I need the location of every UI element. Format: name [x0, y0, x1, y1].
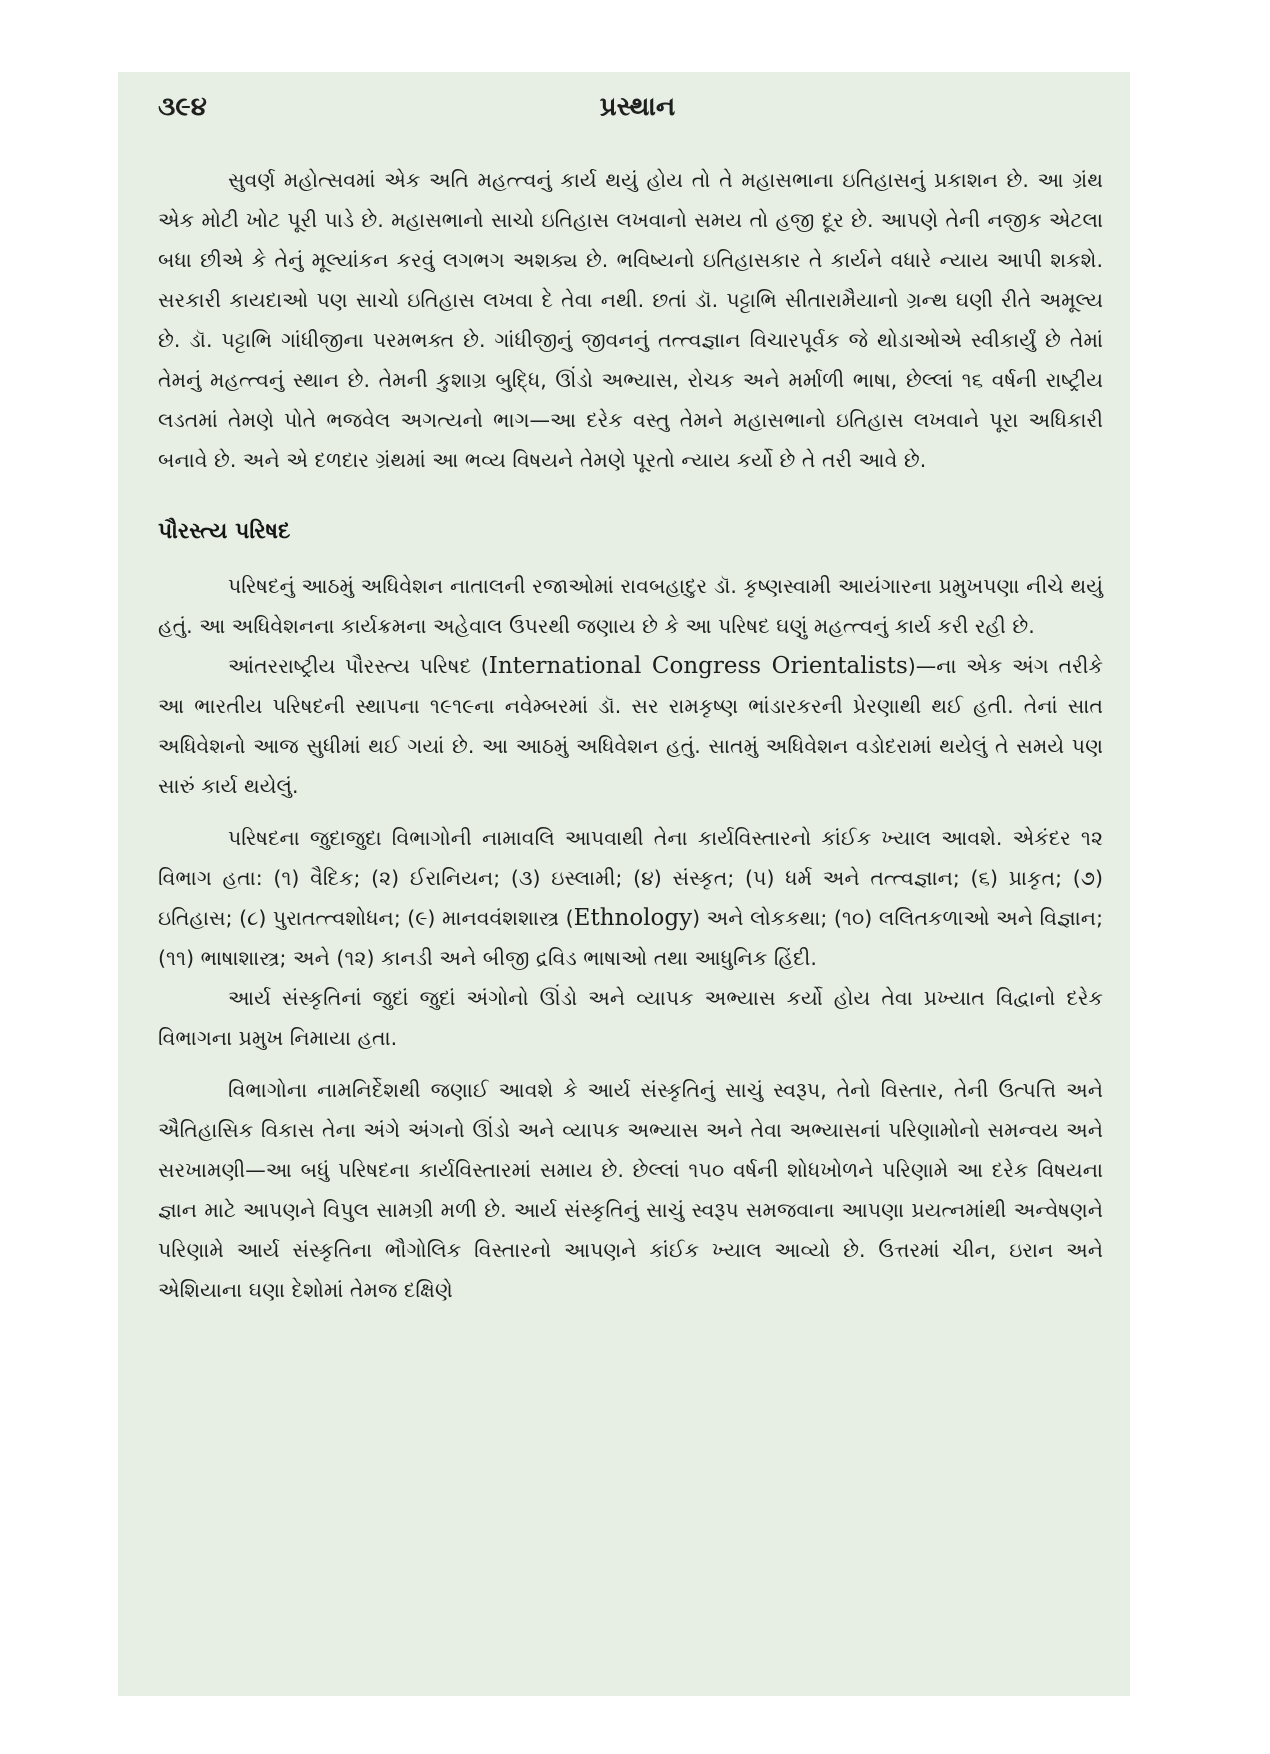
- body-text: [158, 160, 1103, 1310]
- spacer: [158, 1058, 1103, 1070]
- paragraph-text: )—ના એક અંગ તરીકે આ ભારતીય પરિષદની સ્થાપના ૧૯૧૯ના નવેમ્બરમાં ડૉ. સર રામકૃષ્ણ ભાંડારકરની પ્રેરણાથી થઈ હતી. તેનાં સાત અધિવેશનો આજ સુધીમાં થઈ ગયાં છે. આ આઠમું અધિવેશન હતું. સાતમું અધિવેશન વડોદરામાં થયેલું તે સમયે પણ સારું કાર્ય થયેલું.: [158, 654, 1103, 798]
- paragraph-presidents: આર્ય સંસ્કૃતિનાં જુદાં જુદાં અંગોનો ઊંડો અને વ્યાપક અભ્યાસ કર્યો હોય તેવા પ્રખ્યાત વિદ્વાનો દરેક વિભાગના પ્રમુખ નિમાયા હતા.: [158, 986, 1103, 1050]
- paragraph-text: પરિષદના જુદાજુદા વિભાગોની નામાવલિ આપવાથી તેના કાર્યવિસ્તારનો કાંઈક ખ્યાલ આવશે. એકંદર ૧૨ વિભાગ હતા: (૧) વૈદિક; (૨) ઈરાનિયન; (૩) ઇસ્લામી; (૪) સંસ્કૃત; (૫) ધર્મ અને તત્ત્વજ્ઞાન; (૬) પ્રાકૃત; (૭) ઇતિહાસ; (૮) પુરાતત્ત્વશોધન; (૯) માનવવંશશાસ્ત્ર (: [158, 826, 1103, 930]
- paragraph-text: આંતરરાષ્ટ્રીય પૌરસ્ત્ય પરિષદ (: [228, 654, 489, 678]
- section-heading: પૌરસ્ત્ય પરિષદ: [158, 519, 291, 544]
- spacer: [158, 554, 1103, 566]
- paragraph-international-congress: [158, 646, 1103, 806]
- english-phrase: International Congress Orientalists: [488, 653, 908, 679]
- paragraph-aryan-culture: વિભાગોના નામનિર્દેશથી જણાઈ આવશે કે આર્ય સંસ્કૃતિનું સાચું સ્વરૂપ, તેનો વિસ્તાર, તેની ઉત્પત્તિ અને ઐતિહાસિક વિકાસ તેના અંગે અંગનો ઊંડો અને વ્યાપક અભ્યાસ અને તેવા અભ્યાસનાં પરિણામોનો સમન્વય અને સરખામણી—આ બધું પરિષદના કાર્યવિસ્તારમાં સમાય છે. છેલ્લાં ૧૫૦ વર્ષની શોધખોળને પરિણામે આ દરેક વિષયના જ્ઞાન માટે આપણને વિપુલ સામગ્રી મળી છે. આર્ય સંસ્કૃતિનું સાચું સ્વરૂપ સમજવાના આપણા પ્રયત્નમાંથી અન્વેષણને પરિણામે આર્ય સંસ્કૃતિના ભૌગોલિક વિસ્તારનો આપણને કાંઈક ખ્યાલ આવ્યો છે. ઉત્તરમાં ચીન, ઇરાન અને એશિયાના ઘણા દેશોમાં તેમજ દક્ષિણે: [158, 1078, 1103, 1302]
- running-title: પ્રસ્થાન: [599, 92, 676, 122]
- scan-margin-right: [1130, 0, 1270, 1754]
- spacer: [158, 806, 1103, 818]
- paragraph-golden-jubilee: સુવર્ણ મહોત્સવમાં એક અતિ મહત્ત્વનું કાર્ય થયું હોય તો તે મહાસભાના ઇતિહાસનું પ્રકાશન છે. આ ગ્રંથ એક મોટી ખોટ પૂરી પાડે છે. મહાસભાનો સાચો ઇતિહાસ લખવાનો સમય તો હજી દૂર છે. આપણે તેની નજીક એટલા બધા છીએ કે તેનું મૂલ્યાંકન કરવું લગભગ અશક્ય છે. ભવિષ્યનો ઇતિહાસકાર તે કાર્યને વધારે ન્યાય આપી શકશે. સરકારી કાયદાઓ પણ સાચો ઇતિહાસ લખવા દે તેવા નથી. છતાં ડૉ. પટ્ટાભિ સીતારામૈયાનો ગ્રન્થ ઘણી રીતે અમૂલ્ય છે. ડૉ. પટ્ટાભિ ગાંધીજીના પરમભક્ત છે. ગાંધીજીનું જીવનનું તત્ત્વજ્ઞાન વિચારપૂર્વક જે થોડાઓએ સ્વીકાર્યું છે તેમાં તેમનું મહત્ત્વનું સ્થાન છે. તેમની કુશાગ્ર બુદ્ધિ, ઊંડો અભ્યાસ, રોચક અને મર્માળી ભાષા, છેલ્લાં ૧૬ વર્ષની રાષ્ટ્રીય લડતમાં તેમણે પોતે ભજવેલ અગત્યનો ભાગ—આ દરેક વસ્તુ તેમને મહાસભાનો ઇતિહાસ લખવાને પૂરા અધિકારી બનાવે છે. અને એ દળદાર ગ્રંથમાં આ ભવ્ય વિષયને તેમણે પૂરતો ન્યાય કર્યો છે તે તરી આવે છે.: [158, 168, 1103, 472]
- english-word: Ethnology: [573, 905, 693, 931]
- paragraph-sections-list: [158, 818, 1103, 978]
- scan-margin-bottom: [0, 1696, 1270, 1754]
- spacer: [158, 480, 1103, 510]
- scan-margin-top: [0, 0, 1270, 72]
- scan-margin-left: [0, 0, 118, 1754]
- paragraph-eighth-session: પરિષદનું આઠમું અધિવેશન નાતાલની રજાઓમાં રાવબહાદુર ડૉ. કૃષ્ણસ્વામી આયંગારના પ્રમુખપણા નીચે થયું હતું. આ અધિવેશનના કાર્યક્રમના અહેવાલ ઉપરથી જણાય છે કે આ પરિષદ ઘણું મહત્ત્વનું કાર્ય કરી રહી છે.: [158, 574, 1103, 638]
- page-number: ૩૯૪: [158, 92, 207, 122]
- running-head: [150, 92, 1125, 132]
- paragraph-text: ) અને લોકકથા; (૧૦) લલિતકળાઓ અને વિજ્ઞાન; (૧૧) ભાષાશાસ્ત્ર; અને (૧૨) કાનડી અને બીજી દ્રવિડ ભાષાઓ તથા આધુનિક હિંદી.: [158, 906, 1103, 970]
